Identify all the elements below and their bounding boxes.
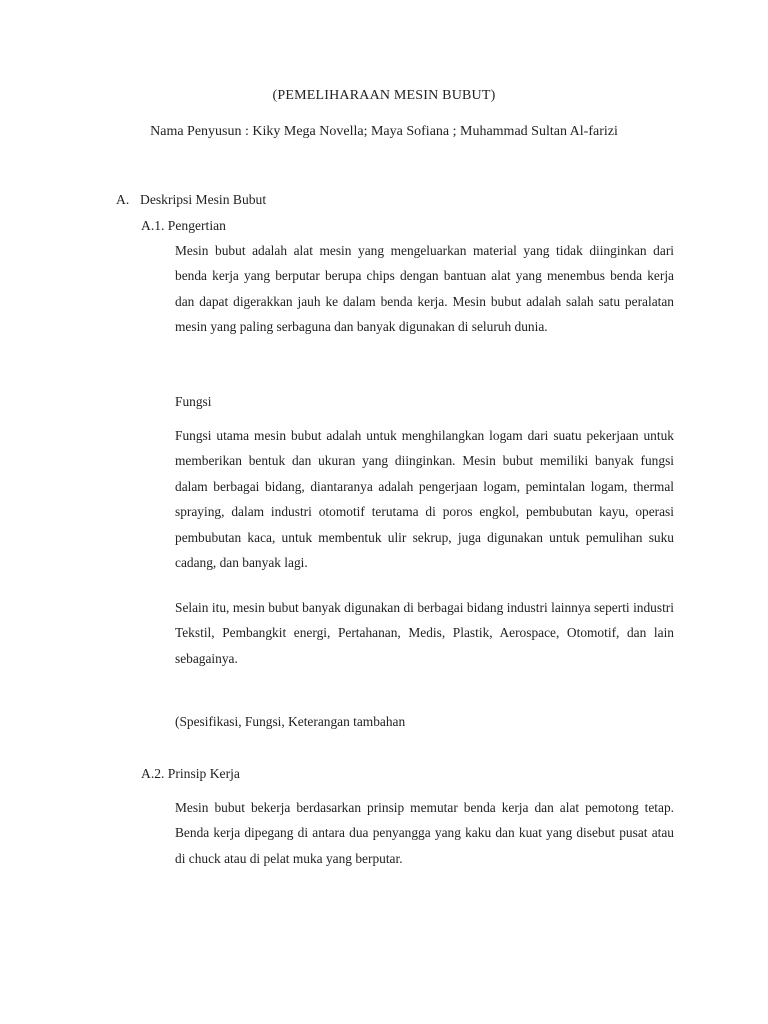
section-a-letter: A. [116,192,130,207]
subsection-a1-heading: A.1. Pengertian [141,218,226,233]
fungsi-paragraph-1: Fungsi utama mesin bubut adalah untuk menghilangkan logam dari suatu pekerjaan untuk memberikan bentuk dan ukuran yang diinginkan. Mesin bubut memiliki banyak fungsi dalam berbagai bidang, diantaranya adalah pengerjaan logam, pemintalan logam, thermal spraying, dalam industri otomotif terutama di poros engkol, pembubutan kayu, operasi pembubutan kaca, untuk membentuk ulir sekrup, juga digunakan untuk pemulihan suku cadang, dan banyak lagi. [175,428,674,571]
pengertian-paragraph: Mesin bubut adalah alat mesin yang mengeluarkan material yang tidak diinginkan dari benda kerja yang berputar berupa chips dengan bantuan alat yang menembus benda kerja dan dapat digerakkan jauh ke dalam benda kerja. Mesin bubut adalah salah satu peralatan mesin yang paling serbaguna dan banyak digunakan di seluruh dunia. [175,243,674,335]
author-line: Nama Penyusun : Kiky Mega Novella; Maya Sofiana ; Muhammad Sultan Al-farizi [150,124,618,139]
fungsi-paragraph-2: Selain itu, mesin bubut banyak digunakan di berbagai bidang industri lainnya seperti industri Tekstil, Pembangkit energi, Pertahanan, Medis, Plastik, Aerospace, Otomotif, dan lain sebagainya. [175,600,674,666]
section-a-heading [116,192,266,208]
fungsi-heading: Fungsi [175,394,212,409]
section-a-label: Deskripsi Mesin Bubut [140,192,267,207]
document-title: (PEMELIHARAAN MESIN BUBUT) [272,88,496,103]
note-line: (Spesifikasi, Fungsi, Keterangan tambahan [175,714,406,729]
subsection-a2-heading: A.2. Prinsip Kerja [141,766,240,781]
prinsip-kerja-paragraph: Mesin bubut bekerja berdasarkan prinsip memutar benda kerja dan alat pemotong tetap. Benda kerja dipegang di antara dua penyangga yang kaku dan kuat yang disebut pusat atau di chuck atau di pelat muka yang berputar. [175,800,674,866]
